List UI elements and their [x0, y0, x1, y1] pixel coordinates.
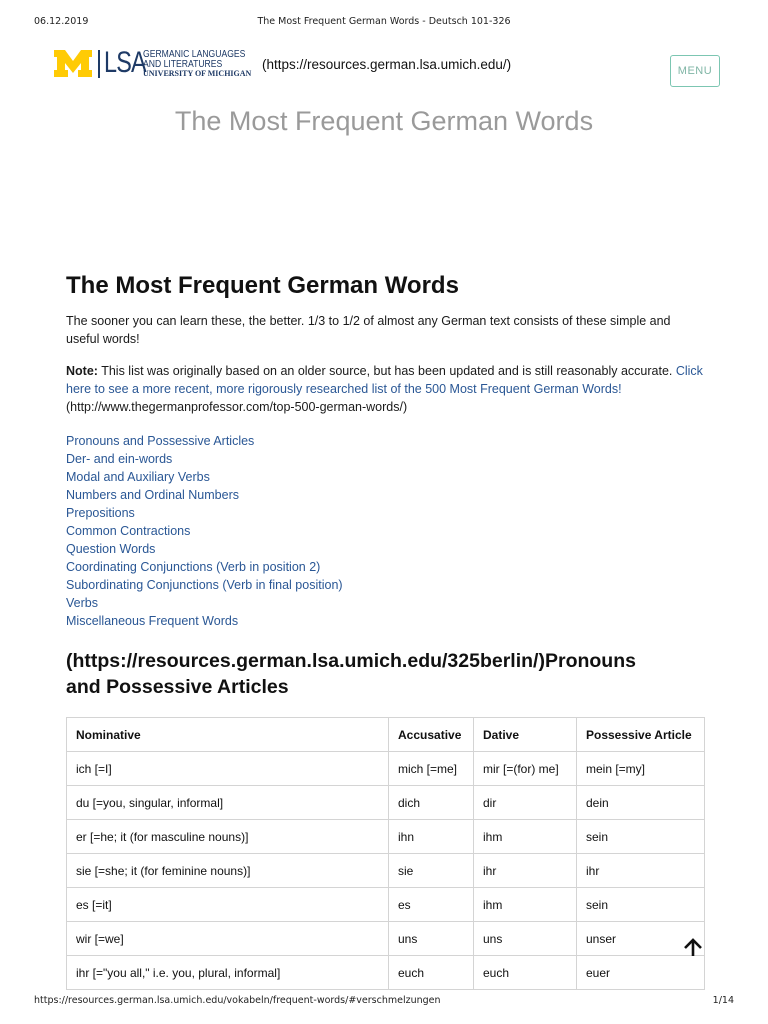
- table-cell: unser: [577, 922, 705, 956]
- toc-link[interactable]: Common Contractions: [66, 524, 191, 538]
- table-cell: wir [=we]: [67, 922, 389, 956]
- toc-link[interactable]: Pronouns and Possessive Articles: [66, 434, 255, 448]
- menu-button[interactable]: MENU: [670, 55, 720, 87]
- column-header: Nominative: [67, 718, 389, 752]
- logo-line-2: AND LITERATURES: [143, 58, 223, 70]
- pronouns-table: [66, 717, 705, 990]
- table-row: [67, 922, 705, 956]
- toc-link[interactable]: Miscellaneous Frequent Words: [66, 614, 239, 628]
- table-cell: mich [=me]: [389, 752, 474, 786]
- logo-line-3: UNIVERSITY OF MICHIGAN: [143, 69, 252, 78]
- section-heading-pronouns: [66, 648, 706, 700]
- table-cell: ihm: [474, 820, 577, 854]
- table-cell: sie: [389, 854, 474, 888]
- article-content: [66, 270, 706, 700]
- table-cell: ihn: [389, 820, 474, 854]
- table-row: [67, 786, 705, 820]
- table-cell: uns: [389, 922, 474, 956]
- table-row: [67, 752, 705, 786]
- intro-paragraph: The sooner you can learn these, the better. 1/3 to 1/2 of almost any German text consists of these simple and useful words!: [66, 314, 671, 346]
- toc-link[interactable]: Coordinating Conjunctions (Verb in position 2): [66, 560, 321, 574]
- page-title: The Most Frequent German Words: [174, 106, 594, 136]
- table-cell: euch: [474, 956, 577, 990]
- table-cell: sie [=she; it (for feminine nouns)]: [67, 854, 389, 888]
- table-cell: ihm: [474, 888, 577, 922]
- table-cell: ich [=I]: [67, 752, 389, 786]
- section-heading-line-1: (https://resources.german.lsa.umich.edu/325berlin/)Pronouns: [66, 650, 636, 672]
- note-text: This list was originally based on an older source, but has been updated and is still reasonably accurate.: [97, 364, 676, 378]
- toc-link[interactable]: Numbers and Ordinal Numbers: [66, 488, 239, 502]
- table-cell: sein: [577, 888, 705, 922]
- table-cell: sein: [577, 820, 705, 854]
- print-footer-url: https://resources.german.lsa.umich.edu/vokabeln/frequent-words/#verschmelzungen: [34, 995, 441, 1006]
- michigan-m-icon: [54, 50, 92, 77]
- print-page-number: 1/14: [712, 995, 734, 1006]
- arrow-up-icon[interactable]: [682, 936, 704, 958]
- table-row: [67, 854, 705, 888]
- table-cell: euch: [389, 956, 474, 990]
- article-title: The Most Frequent German Words: [66, 272, 459, 299]
- table-cell: mir [=(for) me]: [474, 752, 577, 786]
- table-cell: dich: [389, 786, 474, 820]
- toc-link[interactable]: Modal and Auxiliary Verbs: [66, 470, 210, 484]
- print-doc-title: The Most Frequent German Words - Deutsch 101-326: [257, 16, 511, 27]
- toc-link[interactable]: Subordinating Conjunctions (Verb in final position): [66, 578, 343, 592]
- table-cell: ihr: [474, 854, 577, 888]
- note-label: Note:: [66, 364, 98, 378]
- column-header: Dative: [474, 718, 577, 752]
- site-header: [54, 46, 720, 86]
- logo-divider: [98, 50, 100, 78]
- table-of-contents: [66, 432, 706, 630]
- table-cell: es [=it]: [67, 888, 389, 922]
- logo-lsa: LSA: [104, 46, 146, 79]
- toc-link[interactable]: Prepositions: [66, 506, 135, 520]
- table-cell: mein [=my]: [577, 752, 705, 786]
- table-row: [67, 888, 705, 922]
- column-header: Accusative: [389, 718, 474, 752]
- note-url: (http://www.thegermanprofessor.com/top-500-german-words/): [66, 400, 408, 414]
- top-500-link[interactable]: Click here to see a more recent, more rigorously researched list of the 500 Most Frequent German Words!: [66, 364, 703, 396]
- toc-link[interactable]: Question Words: [66, 542, 156, 556]
- table-cell: er [=he; it (for masculine nouns)]: [67, 820, 389, 854]
- table-row: [67, 820, 705, 854]
- table-row: [67, 956, 705, 990]
- logo-text: [143, 49, 263, 79]
- toc-link[interactable]: Der- and ein-words: [66, 452, 173, 466]
- table-cell: dir: [474, 786, 577, 820]
- table-cell: es: [389, 888, 474, 922]
- site-url: (https://resources.german.lsa.umich.edu/): [262, 57, 512, 72]
- print-date: 06.12.2019: [34, 16, 89, 27]
- section-heading-line-2: and Possessive Articles: [66, 676, 289, 698]
- table-cell: ihr: [577, 854, 705, 888]
- table-cell: euer: [577, 956, 705, 990]
- table-header-row: [67, 718, 705, 752]
- table-cell: ihr [="you all," i.e. you, plural, informal]: [67, 956, 389, 990]
- table-cell: du [=you, singular, informal]: [67, 786, 389, 820]
- logo-line-1: GERMANIC LANGUAGES: [143, 48, 246, 60]
- toc-link[interactable]: Verbs: [66, 596, 98, 610]
- column-header: Possessive Article: [577, 718, 705, 752]
- note-paragraph: [66, 362, 706, 416]
- table-cell: uns: [474, 922, 577, 956]
- table-cell: dein: [577, 786, 705, 820]
